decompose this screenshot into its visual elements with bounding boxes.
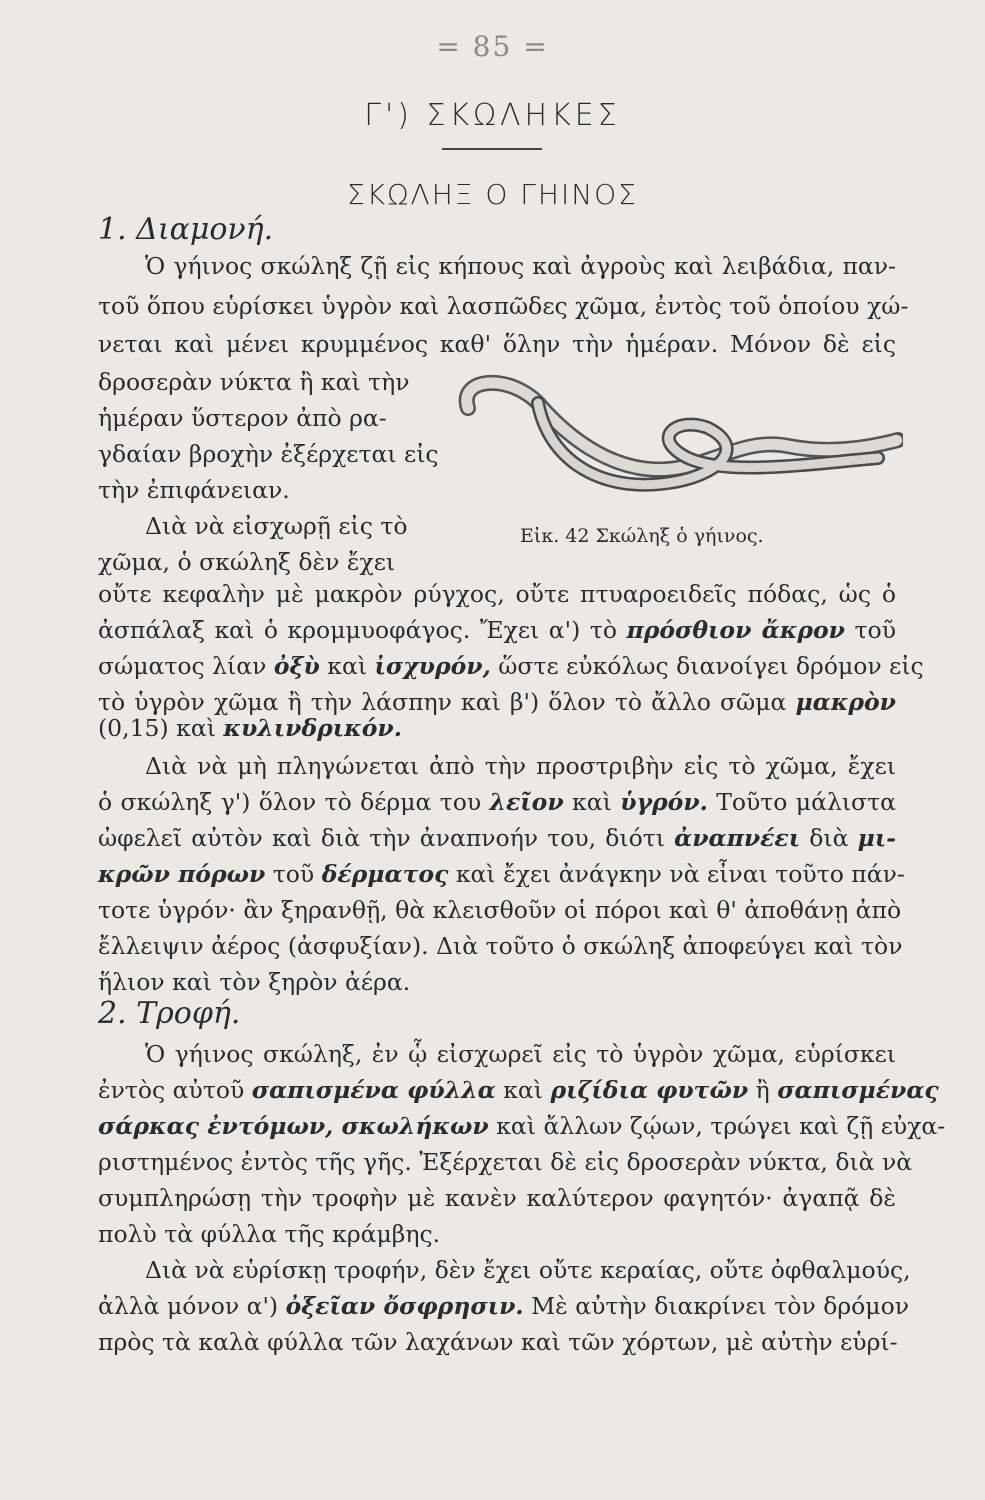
chapter-title: Γ') ΣΚΩΛΗΚΕΣ bbox=[364, 98, 621, 133]
text-line: ἀσπάλαξ καὶ ὁ κρομμυοφάγος. Ἔχει α') τὸ πρόσθιον ἄκρον τοῦ bbox=[98, 616, 896, 644]
text-line: τοτε ὑγρόν· ἂν ξηρανθῇ, θὰ κλεισθοῦν οἱ πόροι καὶ θ' ἀποθάνῃ ἀπὸ bbox=[98, 896, 902, 924]
section1-heading: 1. Διαμονή. bbox=[98, 212, 274, 247]
text-line: γδαίαν βροχὴν ἐξέρχεται εἰς bbox=[98, 440, 439, 468]
text-line: σάρκας ἐντόμων, σκωλήκων καὶ ἄλλων ζῴων, τρώγει καὶ ζῇ εὐχα- bbox=[98, 1112, 946, 1140]
text-line: Ὁ γήινος σκώληξ ζῇ εἰς κήπους καὶ ἀγροὺς καὶ λειβάδια, παν- bbox=[145, 252, 896, 280]
text-line: χῶμα, ὁ σκώληξ δὲν ἔχει bbox=[98, 548, 396, 576]
text-line: ἐντὸς αὐτοῦ σαπισμένα φύλλα καὶ ριζίδια φυτῶν ἢ σαπισμένας bbox=[98, 1076, 939, 1104]
text-line: οὔτε κεφαλὴν μὲ μακρὸν ρύγχος, οὔτε πτυαροειδεῖς πόδας, ὡς ὁ bbox=[98, 580, 896, 608]
text-line: κρῶν πόρων τοῦ δέρματος καὶ ἔχει ἀνάγκην νὰ εἶναι τοῦτο πάν- bbox=[98, 860, 905, 888]
text-line: ἔλλειψιν ἀέρος (ἀσφυξίαν). Διὰ τοῦτο ὁ σκώληξ ἀποφεύγει καὶ τὸν bbox=[98, 932, 903, 960]
text-line: Διὰ νὰ μὴ πληγώνεται ἀπὸ τὴν προστριβὴν εἰς τὸ χῶμα, ἔχει bbox=[145, 752, 896, 780]
text-line: Διὰ νὰ εἰσχωρῇ εἰς τὸ bbox=[145, 512, 408, 540]
text-line: ὠφελεῖ αὐτὸν καὶ διὰ τὴν ἀναπνοήν του, διότι ἀναπνέει διὰ μι- bbox=[98, 824, 896, 852]
figure-caption: Εἰκ. 42 Σκώληξ ὁ γήινος. bbox=[520, 525, 764, 547]
text-line: ἀλλὰ μόνον α') ὀξεῖαν ὄσφρησιν. Μὲ αὐτὴν διακρίνει τὸν δρόμον bbox=[98, 1292, 910, 1320]
text-line: ριστημένος ἐντὸς τῆς γῆς. Ἐξέρχεται δὲ εἰς δροσερὰν νύκτα, διὰ νὰ bbox=[98, 1148, 913, 1176]
title-rule bbox=[442, 148, 542, 150]
text-line: τὴν ἐπιφάνειαν. bbox=[98, 476, 290, 504]
text-line: δροσερὰν νύκτα ἢ καὶ τὴν bbox=[98, 368, 410, 396]
earthworm-illustration bbox=[448, 368, 903, 528]
text-line: τοῦ ὅπου εὑρίσκει ὑγρὸν καὶ λασπῶδες χῶμα, ἐντὸς τοῦ ὁποίου χώ- bbox=[98, 292, 909, 320]
section-subtitle: ΣΚΩΛΗΞ Ο ΓΗΙΝΟΣ bbox=[347, 178, 638, 211]
text-line: ἡμέραν ὕστερον ἀπὸ ρα- bbox=[98, 404, 387, 432]
text-line: πολὺ τὰ φύλλα τῆς κράμβης. bbox=[98, 1220, 441, 1248]
text-line: συμπληρώσῃ τὴν τροφὴν μὲ κανὲν καλύτερον φαγητόν· ἀγαπᾷ δὲ bbox=[98, 1184, 896, 1212]
text-line: τὸ ὑγρὸν χῶμα ἢ τὴν λάσπην καὶ β') ὅλον τὸ ἄλλο σῶμα μακρὸν bbox=[98, 688, 896, 716]
page-number: = 85 = bbox=[436, 30, 549, 63]
text-line: ὁ σκώληξ γ') ὅλον τὸ δέρμα του λεῖον καὶ ὑγρόν. Τοῦτο μάλιστα bbox=[98, 788, 896, 816]
text-line: ἥλιον καὶ τὸν ξηρὸν ἀέρα. bbox=[98, 968, 411, 996]
text-line: Διὰ νὰ εὑρίσκῃ τροφήν, δὲν ἔχει οὔτε κεραίας, οὔτε ὀφθαλμούς, bbox=[145, 1256, 911, 1284]
text-line: (0,15) καὶ κυλινδρικόν. bbox=[98, 714, 402, 742]
text-line: πρὸς τὰ καλὰ φύλλα τῶν λαχάνων καὶ τῶν χόρτων, μὲ αὐτὴν εὑρί- bbox=[98, 1328, 898, 1356]
text-line: σώματος λίαν ὀξὺ καὶ ἰσχυρόν, ὥστε εὐκόλως διανοίγει δρόμον εἰς bbox=[98, 652, 924, 680]
text-line: Ὁ γήινος σκώληξ, ἐν ᾧ εἰσχωρεῖ εἰς τὸ ὑγρὸν χῶμα, εὑρίσκει bbox=[145, 1040, 896, 1068]
section2-heading: 2. Τροφή. bbox=[98, 996, 241, 1031]
text-line: νεται καὶ μένει κρυμμένος καθ' ὅλην τὴν ἡμέραν. Μόνον δὲ εἰς bbox=[98, 330, 896, 358]
